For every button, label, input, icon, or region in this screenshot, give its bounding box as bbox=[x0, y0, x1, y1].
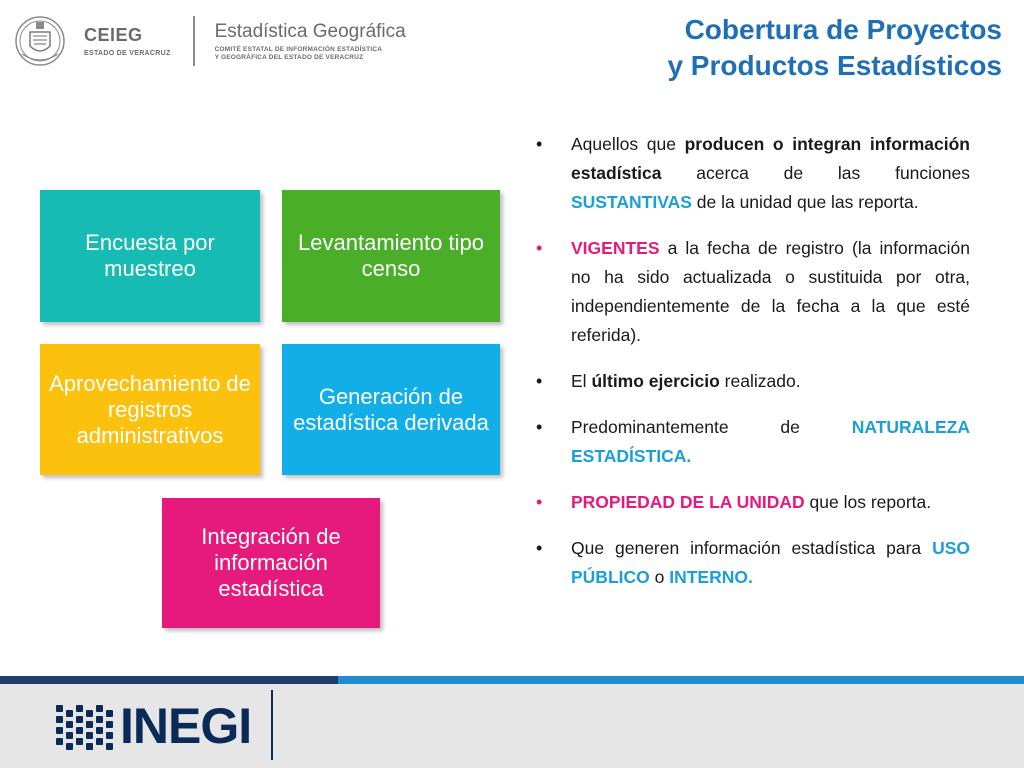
tile-aprovechamiento-registros bbox=[40, 344, 260, 475]
b4-text-b: NATURALEZA ESTADÍSTICA. bbox=[571, 417, 970, 466]
b4-text-a: Predominantemente de bbox=[571, 417, 852, 437]
inegi-logo bbox=[56, 700, 251, 752]
b6-text-b: USO PÚBLICO bbox=[571, 538, 970, 587]
b5-text-a: PROPIEDAD DE LA UNIDAD bbox=[571, 492, 805, 512]
list-item bbox=[536, 130, 970, 217]
estadistica-geografica-logo bbox=[215, 16, 406, 66]
tile-levantamiento-label: Levantamiento tipo censo bbox=[298, 230, 484, 281]
b1-text-d: SUSTANTIVAS bbox=[571, 192, 692, 212]
tile-generacion-label: Generación de estadística derivada bbox=[293, 383, 489, 435]
estgeo-subtitle-2: Y GEOGRÁFICA DEL ESTADO DE VERACRUZ bbox=[214, 53, 364, 61]
b6-text-a: Que generen información estadística para bbox=[571, 538, 933, 558]
tile-encuesta-label: Encuesta por muestreo bbox=[85, 230, 215, 281]
b6-text-d: INTERNO. bbox=[669, 567, 753, 587]
tile-integracion-label: Integración de información estadística bbox=[201, 524, 341, 601]
estgeo-title: Estadística Geográfica bbox=[214, 20, 406, 42]
tile-aprovechamiento-label: Aprovechamiento de registros administrativos bbox=[49, 370, 251, 448]
b5-text-b: que los reporta. bbox=[804, 492, 932, 512]
inegi-dots-icon bbox=[56, 701, 118, 751]
b3-text-a: El bbox=[571, 371, 592, 391]
list-item bbox=[536, 413, 970, 471]
ceieg-title: CEIEG bbox=[84, 25, 143, 45]
inegi-wordmark: INEGI bbox=[120, 698, 252, 754]
b2-text-a: VIGENTES bbox=[571, 238, 660, 258]
b2-text-b: a la fecha de registro (la información no ha sido actualizada o sustituida por otra, independientemente de la fecha a la que esté referida). bbox=[571, 238, 970, 345]
veracruz-seal-icon bbox=[14, 14, 66, 68]
tile-integracion-informacion bbox=[162, 498, 380, 628]
title-line-1: Cobertura de Proyectos bbox=[684, 14, 1002, 45]
b1-text-a: Aquellos que bbox=[571, 134, 685, 154]
list-item bbox=[536, 367, 970, 396]
b1-text-e: de la unidad que las reporta. bbox=[691, 192, 919, 212]
page-title bbox=[667, 12, 1002, 84]
ceieg-logo bbox=[84, 16, 195, 66]
list-item bbox=[536, 488, 970, 517]
tile-generacion-estadistica bbox=[282, 344, 500, 475]
b3-text-c: realizado. bbox=[719, 371, 801, 391]
title-line-2: y Productos Estadísticos bbox=[667, 50, 1002, 81]
list-item bbox=[536, 234, 970, 350]
ceieg-subtitle: ESTADO DE VERACRUZ bbox=[84, 50, 171, 57]
b1-text-c: acerca de las funciones bbox=[661, 163, 970, 183]
estgeo-subtitle-1: COMITÉ ESTATAL DE INFORMACIÓN ESTADÍSTICA bbox=[214, 45, 383, 53]
list-item bbox=[536, 534, 970, 592]
tile-encuesta-por-muestreo bbox=[40, 190, 260, 322]
b1-text-b: producen o integran información estadística bbox=[571, 134, 970, 183]
footer-band bbox=[0, 676, 1024, 684]
footer-band-dark bbox=[0, 676, 338, 684]
footer-divider bbox=[271, 690, 273, 760]
criteria-list bbox=[536, 130, 970, 609]
b6-text-c: o bbox=[649, 567, 670, 587]
tile-levantamiento-tipo-censo bbox=[282, 190, 500, 322]
header-logos bbox=[14, 12, 406, 70]
b3-text-b: último ejercicio bbox=[591, 371, 720, 391]
